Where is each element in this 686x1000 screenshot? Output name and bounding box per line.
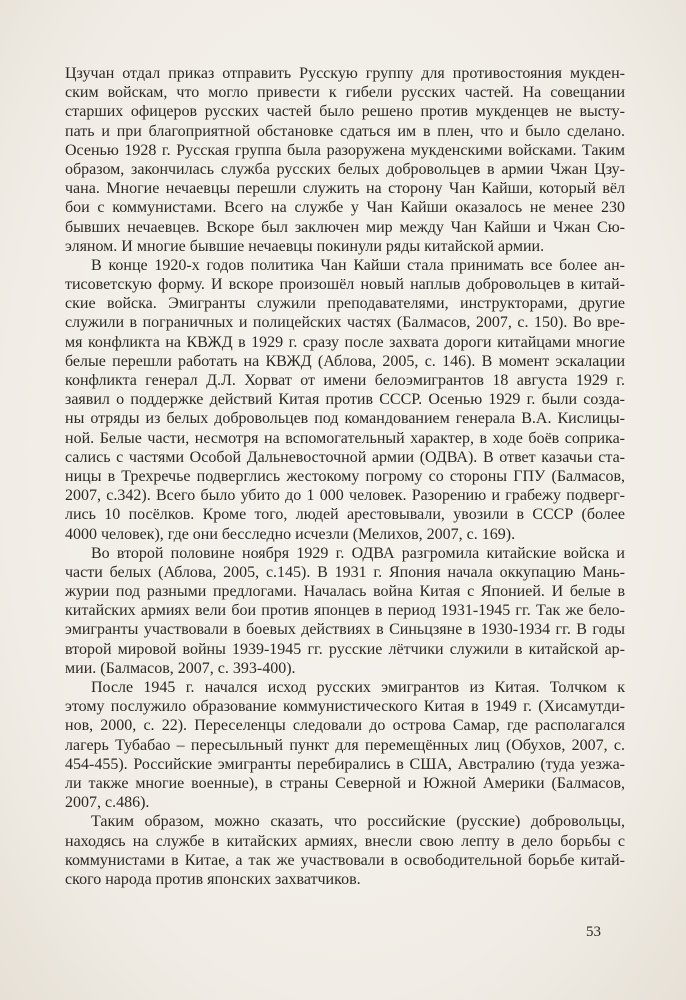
text-line: ли также многие военные), в страны Северной и Южной Америки (Балмасов, [65, 774, 625, 792]
text-line: 4000 человек), где они бесследно исчезли (Мелихов, 2007, с. 169). [65, 525, 516, 543]
text-line: ницы в Трехречье подверглись жестокому погрому со стороны ГПУ (Балмасов, [65, 467, 625, 485]
text-line: Таким образом, можно сказать, что российские (русские) добровольцы, [91, 813, 625, 831]
text-line: Цзучан отдал приказ отправить Русскую группу для противостояния мукден- [65, 65, 625, 82]
text-line: Осенью 1928 г. Русская группа была разоружена мукденскими войсками. Таким [65, 141, 625, 159]
text-line: китайских армиях вели бои против японцев в период 1931-1945 гг. Так же бело- [65, 602, 625, 620]
body-text [65, 64, 625, 889]
text-line: Во второй половине ноября 1929 г. ОДВА разгромила китайские войска и [91, 544, 625, 562]
page-number: 53 [586, 924, 601, 940]
text-line: ским войскам, что могло привести к гибели русских частей. На совещании [65, 84, 625, 102]
text-line: второй мировой войны 1939-1945 гг. русские лётчики служили в китайской ар- [65, 640, 625, 658]
text-line: ной. Белые части, несмотря на вспомогательный характер, в ходе боёв соприка- [65, 429, 625, 447]
text-line: ны отряды из белых добровольцев под командованием генерала В.А. Кислицы- [65, 410, 625, 428]
text-line: части белых (Аблова, 2005, с.145). В 1931 г. Япония начала оккупацию Мань- [65, 563, 625, 581]
paragraph [65, 64, 625, 256]
text-line: журии под разными предлогами. Началась война Китая с Японией. И белые в [65, 583, 625, 601]
text-line: В конце 1920-х годов политика Чан Кайши стала принимать все более ан- [91, 256, 625, 274]
text-line: бои с коммунистами. Всего на службе у Чан Кайши оказалось не менее 230 [65, 199, 625, 217]
text-line: лись 10 посёлков. Кроме того, людей арестовывали, увозили в СССР (более [65, 506, 625, 524]
text-line: этому послужило образование коммунистического Китая в 1949 г. (Хисамутди- [65, 698, 625, 716]
text-line: белые перешли работать на КВЖД (Аблова, 2005, с. 146). В момент эскалации [65, 352, 625, 370]
text-line: конфликта генерал Д.Л. Хорват от имени белоэмигрантов 18 августа 1929 г. [65, 372, 625, 389]
text-line: ские войска. Эмигранты служили преподавателями, инструкторами, другие [65, 295, 625, 313]
text-line: старших офицеров русских частей было решено против мукденцев не высту- [65, 103, 625, 121]
text-line: нов, 2000, с. 22). Переселенцы следовали до острова Самар, где располагался [65, 717, 625, 735]
paragraph [65, 256, 625, 544]
text-line: пать и при благоприятной обстановке сдаться им в плен, что и было сделано. [65, 122, 625, 140]
text-line: образом, закончилась служба русских белых добровольцев в армии Чжан Цзу- [65, 160, 625, 178]
text-line: 454-455). Российские эмигранты перебирались в США, Австралию (туда уезжа- [65, 755, 625, 773]
text-line: эмигранты участвовали в боевых действиях в Синьцзяне в 1930-1934 гг. В годы [65, 621, 625, 639]
text-line: После 1945 г. начался исход русских эмигрантов из Китая. Толчком к [91, 679, 625, 696]
text-line: служили в пограничных и полицейских частях (Балмасов, 2007, с. 150). Во вре- [65, 314, 625, 332]
text-line: бывших нечаевцев. Вскоре был заключен мир между Чан Кайши и Чжан Сю- [65, 218, 625, 236]
text-line: лагерь Тубабао – пересыльный пункт для перемещённых лиц (Обухов, 2007, с. [65, 736, 625, 754]
paragraph [65, 678, 625, 812]
text-line: тисоветскую форму. И вскоре произошёл новый наплыв добровольцев в китай- [65, 276, 625, 294]
text-line: мя конфликта на КВЖД в 1929 г. сразу после захвата дороги китайцами многие [65, 333, 625, 351]
text-line: находясь на службе в китайских армиях, внесли свою лепту в дело борьбы с [65, 832, 625, 850]
text-line: ского народа против японских захватчиков. [65, 870, 361, 888]
paragraph [65, 812, 625, 889]
text-line: коммунистами в Китае, а так же участвовали в освободительной борьбе китай- [65, 851, 625, 869]
text-line: 2007, с.486). [65, 794, 150, 812]
text-line: чана. Многие нечаевцы перешли служить на сторону Чан Кайши, который вёл [65, 180, 625, 198]
text-line: сались с частями Особой Дальневосточной армии (ОДВА). В ответ казачьи ста- [65, 448, 625, 466]
paragraph [65, 544, 625, 678]
text-line: эляном. И многие бывшие нечаевцы покинули ряды китайской армии. [65, 237, 545, 255]
text-line: 2007, с.342). Всего было убито до 1 000 человек. Разорению и грабежу подверг- [65, 487, 625, 505]
text-line: заявил о поддержке действий Китая против СССР. Осенью 1929 г. были созда- [65, 391, 625, 409]
text-line: мии. (Балмасов, 2007, с. 393-400). [65, 659, 296, 677]
